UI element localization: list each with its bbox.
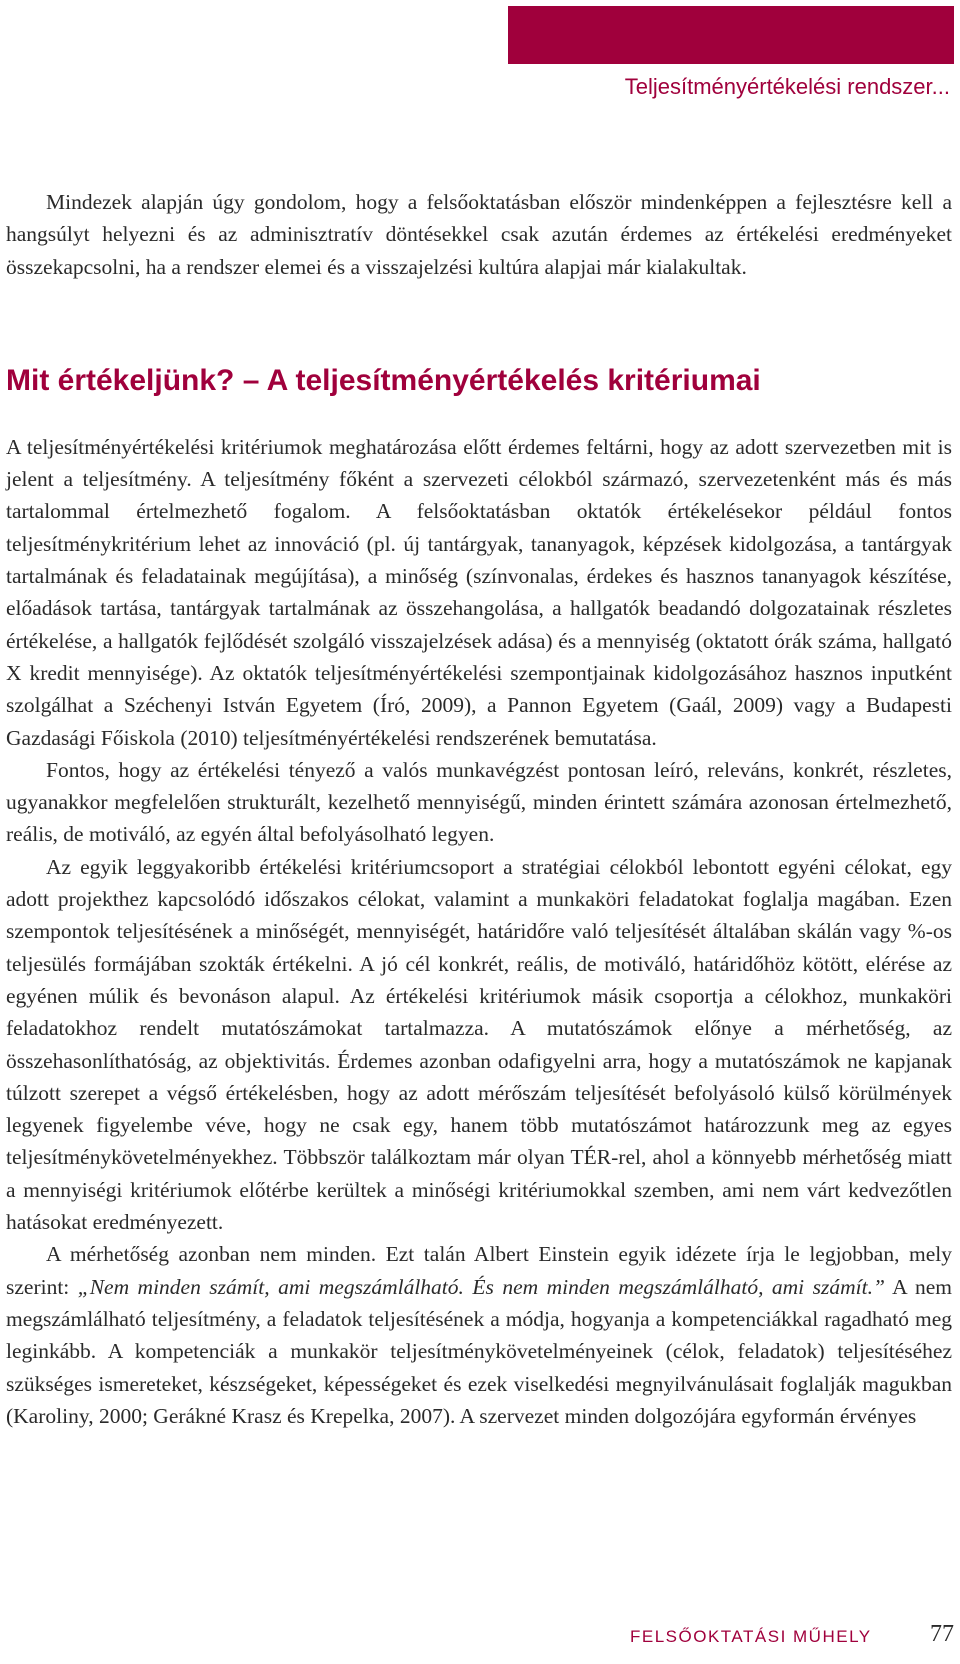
paragraph-4-rest: A nem megszámlálható teljesítmény, a feladatok teljesítésének a módja, hogyanja a kompetenciákkal ragadható meg leginkább. A kompetenciák a munkakör teljesítménykövetelményeinek (célok, feladatok) teljesítéséhez szükséges ismereteket, készségeket, képességeket és ezek viselkedési megnyilvánulásait foglalják magukban (Karoliny, 2000; Gerákné Krasz és Krepelka, 2007). A szervezet minden dolgozójára egyformán érvényes: [6, 1274, 952, 1428]
header-color-bar: [508, 6, 954, 64]
page-number: 77: [930, 1621, 954, 1647]
section-heading: Mit értékeljünk? – A teljesítményértékelés kritériumai: [6, 363, 761, 397]
page-body: [6, 186, 952, 1432]
body-paragraph-2: Fontos, hogy az értékelési tényező a valós munkavégzést pontosan leíró, releváns, konkrét, részletes, ugyanakkor megfelelően strukturált, kezelhető mennyiségű, minden érintett számára azonosan értelmezhető, reális, de motiváló, az egyén által befolyásolható legyen.: [6, 757, 952, 847]
intro-paragraph: Mindezek alapján úgy gondolom, hogy a felsőoktatásban először mindenképpen a fejlesztésre kell a hangsúlyt helyezni és az adminisztratív döntésekkel csak azután érdemes az értékelési eredményeket összekapcsolni, ha a rendszer elemei és a visszajelzési kultúra alapjai már kialakultak.: [6, 190, 952, 279]
footer: [630, 1627, 872, 1647]
paragraph-4-lead: A mérhetőség azonban nem minden. Ezt talán Albert Einstein egyik idézete írja le legjobban, mely szerint:: [6, 1242, 952, 1299]
journal-name: FELSŐOKTATÁSI MŰHELY: [630, 1627, 872, 1646]
einstein-quote: „Nem minden számít, ami megszámlálható. És nem minden megszámlálható, ami számít.”: [77, 1274, 885, 1299]
body-paragraph-3: Az egyik leggyakoribb értékelési kritériumcsoport a stratégiai célokból lebontott egyéni célokat, egy adott projekthez kapcsolódó időszakos célokat, valamint a munkaköri feladatokat foglalja magában. Ezen szempontok teljesítésének a minőségét, mennyiségét, határidőre való teljesítését általában skálán vagy %-os teljesülés formájában szokták értékelni. A jó cél konkrét, reális, de motiváló, határidőhöz kötött, elérése az egyénen múlik és bevonáson alapul. Az értékelési kritériumok másik csoportja a célokhoz, munkaköri feladatokhoz rendelt mutatószámokat tartalmazza. A mutatószámok előnye a mérhetőség, az összehasonlíthatóság, az objektivitás. Érdemes azonban odafigyelni arra, hogy a mutatószámok ne kapjanak túlzott szerepet a végső értékelésben, hogy az adott mérőszám teljesítését befolyásoló külső körülmények legyenek figyelembe véve, hogy ne csak egy, hanem több mutatószámot határozzunk meg az egyes teljesítménykövetelményekhez. Többször találkoztam már olyan TÉR-rel, ahol a könnyebb mérhetőség miatt a mennyiségi kritériumok előtérbe kerültek a minőségi kritériumokkal szemben, ami nem várt kedvezőtlen hatásokat eredményezett.: [6, 854, 952, 1235]
body-paragraph-4: [6, 1238, 952, 1432]
running-title: Teljesítményértékelési rendszer...: [624, 74, 950, 99]
body-paragraph-1: A teljesítményértékelési kritériumok meghatározása előtt érdemes feltárni, hogy az adott szervezetben mit is jelent a teljesítmény. A teljesítmény főként a szervezeti célokból származó, szervezetenként más és más tartalommal értelmezhető fogalom. A felsőoktatásban oktatók értékelésekor például fontos teljesítménykritérium lehet az innováció (pl. új tantárgyak, tananyagok, képzések kidolgozása, a tantárgyak tartalmának és feladatainak megújítása), a minőség (színvonalas, érdekes és hasznos tananyagok készítése, előadások tartása, tantárgyak tartalmának az összehangolása, a hallgatók beadandó dolgozatainak részletes értékelése, a hallgatók fejlődését szolgáló visszajelzések adása) és a mennyiség (oktatott órák száma, hallgató X kredit mennyisége). Az oktatók teljesítményértékelési szempontjainak kidolgozásához hasznos inputként szolgálhat a Széchenyi István Egyetem (Író, 2009), a Pannon Egyetem (Gaál, 2009) vagy a Budapesti Gazdasági Főiskola (2010) teljesítményértékelési rendszerének bemutatása.: [6, 434, 952, 750]
